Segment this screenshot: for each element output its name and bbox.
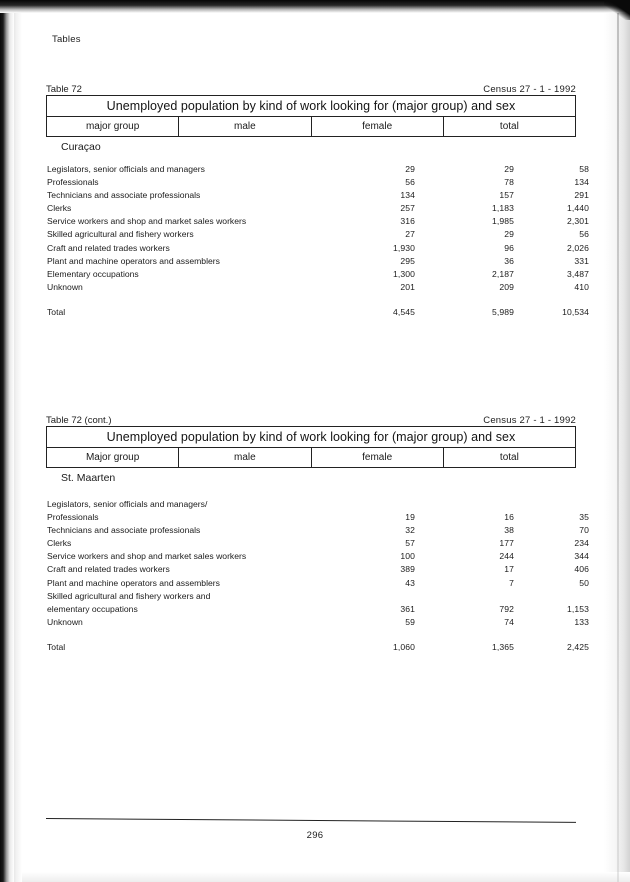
total-total: 10,534 [562,306,589,317]
row-label: elementary occupations [47,603,138,614]
row-label: Professionals [47,512,99,523]
row-male: 59 [405,616,415,627]
row-female: 792 [499,603,514,614]
table-title-1: Unemployed population by kind of work looking for (major group) and sex [47,96,576,117]
row-female: 1,985 [491,216,514,227]
row-female: 74 [504,616,514,627]
table-block-1 [46,82,589,319]
row-label: Craft and related trades workers [47,242,170,253]
row-female: 96 [504,242,514,253]
table-row [46,537,595,550]
table-caption-1 [46,82,576,95]
row-male: 257 [400,203,415,214]
row-total: 2,301 [566,216,589,227]
row-total: 2,026 [566,242,589,253]
table-title-row-2 [47,427,576,448]
region-label-2: St. Maarten [61,472,116,484]
col-header-major-group-1: major group [47,117,179,137]
table-row-continuation [46,498,595,511]
census-date-1: Census 27 - 1 - 1992 [483,84,576,95]
row-female-blank [419,498,522,511]
col-header-male-2: male [179,448,311,468]
row-female: 78 [504,177,514,188]
table-block-2 [46,413,589,654]
column-header-row-1 [47,117,576,137]
table-row [46,163,595,176]
row-male: 100 [400,551,415,562]
row-total: 58 [579,164,589,174]
page-number: 296 [306,830,324,841]
row-male: 134 [400,190,415,201]
row-spacer [46,629,595,641]
row-male: 316 [400,216,415,227]
row-male: 389 [400,564,415,575]
table-row [46,524,595,537]
row-label: Clerks [47,538,72,549]
row-spacer [46,294,595,306]
row-total: 344 [574,551,589,562]
row-female: 157 [499,190,514,201]
total-male: 1,060 [392,641,415,652]
row-label: Professionals [47,177,99,188]
row-total: 134 [574,177,589,188]
row-female: 209 [499,281,514,292]
table-title-row-1 [47,96,576,117]
col-header-male-1: male [179,117,311,137]
table-row [46,268,595,281]
row-label: Elementary occupations [47,268,139,279]
row-total: 133 [574,616,589,627]
table-row-continuation [46,590,595,603]
row-label: Unknown [47,281,83,292]
total-label: Total [47,641,66,652]
row-label: Clerks [47,203,72,214]
row-total: 410 [574,281,589,292]
row-label: Skilled agricultural and fishery workers [47,229,194,240]
table-row [46,563,595,576]
col-header-major-group-2: Major group [47,448,179,468]
table-row [46,603,595,616]
row-total-blank [522,590,595,603]
row-total: 50 [579,577,589,588]
row-total: 234 [574,538,589,549]
row-male: 43 [405,577,415,588]
total-label: Total [47,306,66,317]
table-row [46,616,595,629]
row-total: 1,440 [566,203,589,214]
row-male: 32 [405,525,415,536]
row-label-line1: Skilled agricultural and fishery workers and [47,590,211,601]
col-header-female-2: female [311,448,443,468]
row-female: 177 [499,538,514,549]
row-male: 27 [405,229,415,240]
column-header-row-2 [47,448,576,468]
row-total: 3,487 [566,268,589,279]
total-total: 2,425 [566,641,589,652]
running-head: Tables [52,34,81,45]
row-total: 406 [574,564,589,575]
table-number-1: Table 72 [46,84,82,95]
table-row [46,242,595,255]
table-row [46,228,595,241]
row-male: 19 [405,512,415,523]
table-header-grid-1 [46,95,576,137]
row-female: 17 [504,564,514,575]
row-female: 16 [504,512,514,523]
table-row [46,577,595,590]
row-male: 57 [405,538,415,549]
row-label: Service workers and shop and market sales workers [47,216,247,227]
row-total: 70 [579,525,589,536]
row-female: 1,183 [491,203,514,214]
row-male-blank [325,590,419,603]
row-label: Unknown [47,616,83,627]
row-female: 29 [504,229,514,240]
table-row [46,189,595,202]
col-header-female-1: female [311,117,443,137]
row-label: Plant and machine operators and assemblers [47,255,220,266]
row-female: 7 [509,577,514,588]
row-male: 295 [400,255,415,266]
row-label: Plant and machine operators and assemblers [47,577,220,588]
table-total-row [46,306,595,319]
row-label: Technicians and associate professionals [47,190,201,201]
row-male: 56 [405,177,415,188]
table-number-2: Table 72 (cont.) [46,415,112,426]
row-male: 1,300 [392,268,415,279]
table-title-2: Unemployed population by kind of work looking for (major group) and sex [47,427,576,448]
row-male: 29 [405,164,415,174]
table-row [46,255,595,268]
row-total: 291 [574,190,589,201]
row-female: 36 [504,255,514,266]
row-total: 331 [574,255,589,266]
row-total: 56 [579,229,589,240]
row-label: Service workers and shop and market sales workers [47,551,247,562]
total-female: 1,365 [491,641,514,652]
row-female: 244 [499,551,514,562]
table-row [46,281,595,294]
row-female: 38 [504,525,514,536]
row-female: 29 [504,164,514,174]
row-label: Technicians and associate professionals [47,525,201,536]
table-row [46,202,595,215]
row-male-blank [325,498,419,511]
row-label-line1: Legislators, senior officials and managers/ [47,499,208,509]
region-label-1: Curaçao [61,141,101,153]
col-header-total-1: total [443,117,575,137]
row-label: Legislators, senior officials and managers [47,164,205,174]
row-total-blank [522,498,595,511]
table-row [46,550,595,563]
row-male: 1,930 [392,242,415,253]
row-male: 361 [400,603,415,614]
table-row [46,176,595,189]
table-row [46,215,595,228]
table-caption-2 [46,413,576,426]
row-total: 35 [579,512,589,523]
census-date-2: Census 27 - 1 - 1992 [483,415,576,426]
table-row [46,511,595,524]
table-header-grid-2 [46,426,576,468]
data-table-1 [46,163,595,319]
row-female: 2,187 [491,268,514,279]
total-male: 4,545 [392,306,415,317]
row-female-blank [419,590,522,603]
footer-rule [46,818,576,823]
row-label: Craft and related trades workers [47,564,170,575]
col-header-total-2: total [443,448,575,468]
row-male: 201 [400,281,415,292]
row-total: 1,153 [566,603,589,614]
data-table-2 [46,498,595,654]
total-female: 5,989 [491,306,514,317]
table-total-row [46,641,595,654]
